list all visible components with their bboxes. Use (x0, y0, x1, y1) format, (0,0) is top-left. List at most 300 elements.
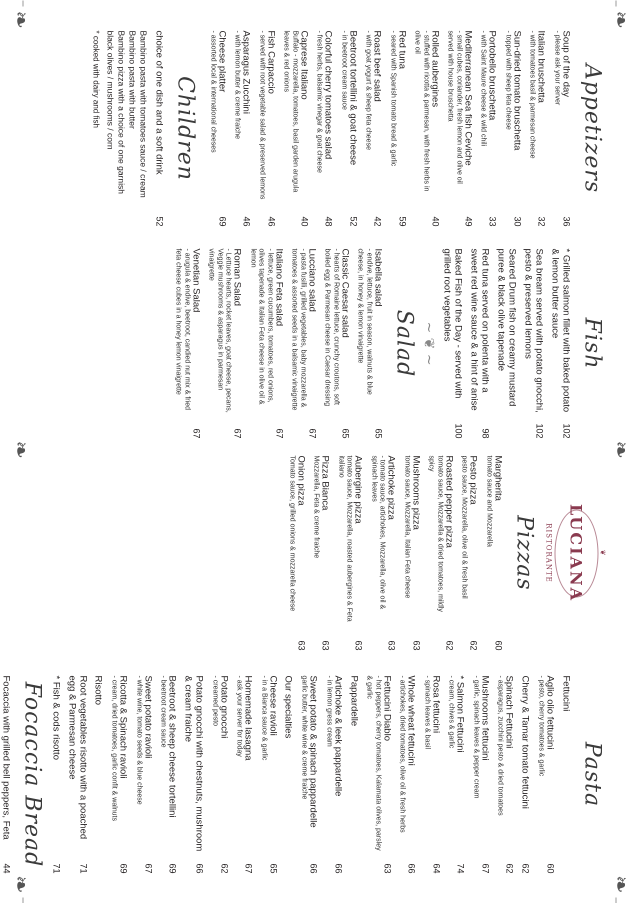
menu-item (459, 455, 479, 650)
menu-item-text (208, 30, 228, 210)
section-title-salad: Salad (391, 309, 416, 377)
logo-ornament-icon: ❦ (598, 549, 606, 556)
menu-item-text (441, 248, 463, 422)
menu-item-name: Seared Drum fish on creamy mustard puree & black olive tapenade (495, 248, 517, 406)
menu-item-description: - seared with Spanish tomato bread & garlic (389, 30, 396, 166)
menu-item-price: 44 (1, 862, 11, 873)
menu-item (50, 675, 61, 873)
menu-item-description: - beetroot cream sauce (159, 675, 167, 747)
menu-item (364, 675, 392, 873)
menu-item-price: 67 (243, 862, 254, 873)
crop-mark (22, 0, 23, 6)
menu-item-description: - white wine, tomato seeds & blue cheese (135, 675, 142, 805)
menu-item-name: Pizza Bianca (319, 455, 331, 510)
menu-item-price: 40 (299, 215, 309, 226)
menu-item-text (299, 675, 319, 857)
menu-item-name: Mushrooms pizza (410, 455, 421, 530)
list-item: Bambino pasta with tomatoes sauce / cream (138, 30, 149, 198)
menu-item-text (348, 675, 359, 857)
menu-item-text (445, 30, 473, 210)
menu-item (445, 30, 473, 226)
menu-item-text (402, 455, 422, 634)
fish-list (441, 248, 571, 438)
menu-item-name: Ricotta & Spinach ravioli (117, 675, 129, 778)
menu-item-description: - endive, lettuce, fruit in season, walnuts & blue cheese, in honey & lemon vinaigrette (356, 248, 372, 395)
menu-item-text (426, 455, 454, 634)
menu-item (322, 248, 350, 438)
menu-item-text (234, 675, 254, 857)
menu-item-text (336, 455, 364, 634)
menu-item-text (536, 675, 556, 857)
menu-item-price: 66 (194, 862, 205, 873)
menu-item-text (257, 30, 277, 210)
menu-item-name: Sweet potato & spinach pappardelle (307, 675, 319, 828)
menu-item-description: Buffalo - mozzarella, tomatoes, basil garden arugula leaves & red onions (282, 30, 298, 192)
crop-mark (615, 897, 616, 903)
menu-item-price: 63 (320, 639, 331, 650)
menu-item-name: Cheese ravioli (267, 675, 278, 736)
menu-item (206, 248, 243, 438)
menu-item (289, 248, 317, 438)
menu-item-description: - in lemon gress cream (325, 675, 332, 747)
menu-item (210, 675, 230, 873)
flourish-divider: ~ ❦ ~ (420, 320, 436, 366)
menu-item-name: Asparagus Zucchini (240, 30, 252, 114)
pizzas-list (287, 455, 504, 650)
menu-item-text (173, 248, 201, 422)
menu-item-price: 62 (219, 862, 229, 873)
column-appetizers (28, 30, 608, 226)
menu-item-text (478, 30, 498, 210)
menu-item-description: - stuffed with ricotta & parmesan, with fresh herbs in olive oil (413, 30, 429, 191)
menu-item-price: 67 (307, 427, 317, 438)
menu-item-name: Roman Salad (231, 248, 243, 306)
menu-item-description: pesto sauce, Mozzarella, olive oil & fresh basil (460, 455, 468, 599)
menu-item-text (422, 675, 442, 857)
menu-item-name: Artichoke pizza (385, 455, 397, 520)
menu-item-price: 66 (308, 862, 319, 873)
menu-item-name: Homemade lasagna (242, 675, 254, 761)
menu-item-description: - asparagus, zucchini pesto & dried tomatoes (496, 675, 504, 816)
pasta-list (299, 675, 571, 873)
menu-item-price: 66 (406, 862, 417, 873)
menu-item-price: 42 (372, 215, 383, 226)
list-item: Bambino pizza with a choice of one garnish (116, 30, 127, 194)
salad-list (173, 248, 383, 438)
menu-item-name: Aubergine pizza (352, 455, 364, 524)
menu-item-name: Rosa fettucini (430, 675, 441, 733)
menu-item-text (134, 675, 154, 857)
corner-ornament-icon: ❧ (7, 10, 32, 29)
menu-item-price: 67 (232, 427, 243, 438)
menu-item-description: - artichokes, dried tomatoes, olive oil & fresh herbs (398, 675, 406, 833)
menu-item-price: 65 (268, 862, 278, 873)
menu-item-text (484, 455, 504, 634)
menu-item-price: 69 (167, 862, 178, 873)
section-title-pasta: Pasta (579, 741, 604, 807)
menu-item-price: 33 (487, 215, 498, 226)
menu-item-description: - hot peppers, cherry tomatoes, Kalamata olives, parsley & garlic (365, 675, 381, 851)
menu-item (299, 675, 319, 873)
menu-item-name: Cheese platter (216, 30, 227, 92)
menu-item-price: 60 (493, 639, 503, 650)
menu-item-text (560, 675, 571, 857)
risotto-heading: Risotto (92, 675, 103, 705)
menu-item (134, 675, 154, 873)
menu-item-name: Pesto pizza (467, 455, 479, 505)
menu-item-name: Potato gnocchi (218, 675, 229, 738)
menu-item-name: Fettucini Diablo (381, 675, 392, 741)
menu-item-text (259, 675, 279, 857)
menu-item-description: - ask your server for today (235, 675, 243, 757)
menu-item-text (549, 248, 571, 422)
menu-item-description: - cream, chives & garlic (447, 675, 455, 748)
menu-item (471, 675, 491, 873)
menu-item-name: Rolled aubergines (429, 30, 440, 107)
risotto-list (50, 675, 88, 873)
menu-item (402, 455, 422, 650)
menu-item-text (495, 675, 515, 857)
menu-item-description: - cream, dried tomatoes, garlic confit & walnuts (110, 675, 118, 821)
menu-item-name: Caprese Italiano (298, 30, 309, 100)
menu-item (109, 675, 129, 873)
menu-item (173, 248, 201, 438)
menu-item-price: 71 (51, 862, 61, 873)
menu-item-name: Italian bruschetta (535, 30, 547, 103)
menu-item (348, 675, 359, 873)
focaccia-list (0, 675, 11, 873)
menu-item-price: 65 (373, 427, 383, 438)
logo-ring (554, 503, 598, 602)
menu-item (495, 675, 515, 873)
menu-item-name: * Salmon Fettucini (454, 675, 466, 753)
menu-item-name: Colorful cherry tomatoes salad (322, 30, 334, 159)
menu-item-price: 49 (463, 215, 473, 226)
menu-item-price: 32 (536, 215, 547, 226)
menu-item-text (324, 675, 344, 857)
menu-item-price: 46 (266, 215, 276, 226)
menu-item-name: Baked Fish of the Day - served with grilled root vegetables (441, 248, 463, 398)
menu-item-text (552, 30, 572, 210)
menu-item (549, 248, 571, 438)
menu-item-description: - spinach leaves & basil (423, 675, 430, 749)
menu-item-description: - pasta fusilli, grilled vegetables, baby mozzarella & tomatoes & assorted seeds in a balsamic vinaigrette (290, 248, 306, 410)
menu-item-text (355, 248, 383, 422)
menu-item (314, 30, 334, 226)
logo-name: LUCIANA (566, 503, 586, 602)
menu-item-name: Soup of the day (560, 30, 571, 97)
menu-item-text (397, 675, 417, 857)
menu-item-text (287, 455, 307, 634)
section-title-pizzas: Pizzas (511, 514, 536, 591)
menu-item-name: Classic Caesar salad (339, 248, 350, 338)
menu-item-price: 63 (386, 639, 397, 650)
menu-item-text (206, 248, 243, 422)
menu-item-price: 102 (561, 422, 571, 438)
menu-item-price: 62 (520, 862, 531, 873)
corner-ornament-icon: ❧ (607, 440, 632, 459)
menu-item (66, 675, 88, 873)
menu-item-text (522, 248, 544, 422)
menu-item (324, 675, 344, 873)
menu-item-description: - in beetroot cream sauce (340, 30, 347, 110)
restaurant-logo (544, 493, 606, 613)
menu-item-name: Spinach Fettucini (503, 675, 515, 748)
menu-item (426, 455, 454, 650)
menu-item-text (210, 675, 230, 857)
menu-item-description: - hearts of Romaine lettuce, crunchy croutons, soft boiled egg & Parmesan cheese in Caesar dressing (323, 248, 339, 406)
menu-item-price: 48 (323, 215, 334, 226)
menu-item-text (289, 248, 317, 422)
children-intro-text: choice of one dish and a soft drink (153, 30, 165, 175)
menu-item-description: - with lemon butter & creme fraiche (233, 30, 241, 139)
menu-item-text (471, 675, 491, 857)
menu-item-price: 74 (455, 862, 466, 873)
menu-item-description: - assorted local & international cheeses (209, 30, 216, 153)
children-intro-price: 52 (154, 215, 165, 226)
menu-item-text (388, 30, 408, 210)
menu-item-price: 66 (333, 862, 343, 873)
menu-item (527, 30, 547, 226)
menu-item-description: - lettuce, green cucumbers, tomatoes, red onions, olives tapenade & Italian Feta cheese in olive oil & lemon (249, 248, 273, 405)
menu-item (355, 248, 383, 438)
menu-item-text (158, 675, 178, 857)
menu-item-description: - please ask your server (553, 30, 560, 105)
column-pasta (0, 675, 608, 873)
section-title-fish: Fish (579, 317, 604, 369)
menu-item (158, 675, 178, 873)
menu-item-name: Pappardelle (348, 675, 359, 726)
menu-item (520, 675, 531, 873)
specialties-heading: Our specialties (282, 675, 293, 738)
menu-item-name: Cherry & Tamar tomato fettucini (519, 675, 531, 809)
menu-item-text (109, 675, 129, 857)
menu-item-name: Potato gnocchi with chestnuts, mushroom & cream fraiche (182, 675, 205, 851)
menu-item (339, 30, 359, 226)
list-item: black olives / mushrooms / corn (105, 30, 116, 150)
menu-item-price: 59 (397, 215, 407, 226)
menu-item (536, 675, 556, 873)
corner-ornament-icon: ❧ (607, 874, 632, 893)
appetizers-list (208, 30, 572, 226)
menu-item (287, 455, 307, 650)
menu-item-name: Whole wheat fettucini (405, 675, 417, 766)
menu-item-name: Focaccia with grilled bell peppers, Feta (0, 675, 11, 840)
menu-item-description: - fresh herbs, balsamic vinegar & goat cheese (315, 30, 323, 173)
menu-item-text (0, 675, 11, 857)
menu-item-name: Roast beef salad (371, 30, 383, 102)
children-note: * cooked with dairy and fish (91, 30, 101, 128)
menu-item-price: 67 (191, 427, 201, 438)
menu-item-text (248, 248, 285, 422)
corner-ornament-icon: ❧ (7, 440, 32, 459)
menu-item-text (446, 675, 466, 857)
menu-item-name: Roasted pepper pizza (443, 455, 454, 548)
menu-item (363, 30, 383, 226)
menu-item (560, 675, 571, 873)
menu-item-name: Sun-dried tomato bruschetta (511, 30, 522, 150)
menu-item-text (363, 30, 383, 210)
menu-item (422, 675, 442, 873)
menu-item-description: - garlic, spinach leaves & pepper cream (472, 675, 479, 798)
menu-item (503, 30, 523, 226)
menu-item-text (527, 30, 547, 210)
menu-item-name: Mushrooms fettucini (479, 675, 490, 761)
menu-item-text (468, 248, 490, 422)
menu-item-price: 71 (78, 862, 88, 873)
menu-item (257, 30, 277, 226)
menu-item-text (520, 675, 531, 857)
menu-item-price: 60 (545, 862, 555, 873)
menu-item-name: Isabella salad (372, 248, 383, 307)
menu-item-description: - with goat yogurt & sheep feta cheese (364, 30, 372, 150)
menu-item-price: 63 (382, 862, 392, 873)
menu-item (234, 675, 254, 873)
menu-item-price: 46 (241, 215, 252, 226)
menu-item-text (459, 455, 479, 634)
menu-item-name: Lucciano salad (306, 248, 317, 312)
menu-item (208, 30, 228, 226)
section-title-focaccia: Focaccia Bread (19, 681, 44, 867)
menu-item (412, 30, 440, 226)
menu-item-price: 102 (534, 422, 544, 438)
menu-item (0, 675, 11, 873)
menu-item-description: - served with root vegetable salad & preserved lemons (258, 30, 265, 199)
menu-item-price: 62 (468, 639, 479, 650)
menu-item (495, 248, 517, 438)
corner-ornament-icon: ❧ (607, 10, 632, 29)
menu-item-name: Sea bream served with potato gnocchi, pesto & preserved lemons (522, 248, 544, 413)
menu-item-name: Root vegetables risotto with a poached egg & Parmesan cheese (66, 675, 88, 839)
menu-item-text (311, 455, 331, 634)
menu-item (281, 30, 309, 226)
menu-item-description: tomato sauce, Mozzarella & dried tomatoes, mildly spicy (427, 455, 443, 612)
crop-mark (615, 0, 616, 6)
menu-item-description: Mozzarella, Feta & creme fraiche (312, 455, 320, 558)
children-intro (154, 30, 165, 226)
menu-item-text (412, 30, 440, 210)
menu-item-name: Red tuna (396, 30, 407, 69)
menu-item-price: 65 (340, 427, 350, 438)
menu-item-description: - with Saint Maure cheese & wild chili (479, 30, 487, 146)
menu-item-price: 30 (512, 215, 522, 226)
menu-item-name: Artichoke & leek pappardelle (332, 675, 343, 796)
menu-item-description: tomato sauce, Mozzarella, roasted aubergines & Feta italiano (337, 455, 353, 622)
menu-item-description: - Lettuce hearts, rocket leaves, goat cheese, pecans, Veggie mushrooms & asparagus in parmesan vinaigrette (207, 248, 232, 413)
menu-item (336, 455, 364, 650)
menu-item-name: Aglio olio fettucini (544, 675, 555, 749)
list-item: Bambino pasta with butter (127, 30, 138, 129)
menu-item-name: Fish Carpaccio (265, 30, 276, 94)
menu-item-description: - pesto, cherry tomatoes & garlic (537, 675, 544, 776)
menu-item-name: * Grilled salmon fillet with baked potato & lemon butter sauce (549, 248, 571, 412)
menu-item-price: 64 (431, 862, 441, 873)
menu-item-name: Italiano Feta salad (273, 248, 284, 326)
menu-item-text (503, 30, 523, 210)
section-title-appetizers: Appetizers (579, 63, 604, 193)
menu-item-description: - topped with sheep feta cheese (504, 30, 511, 130)
menu-item (183, 675, 205, 873)
menu-item-description: garlic butter, white wine & creme fraiche (300, 675, 308, 799)
menu-item-description: - small cubes, coriander, fresh lemon and olive oil served with house bruschetta (446, 30, 462, 184)
column-pizzas (28, 455, 608, 650)
menu-item-description: - arugula & endive, beetroot, candied nut mix & fried feta cheese cubes in a honey lemon vinaigrette (174, 248, 190, 410)
menu-item-name: Mediterranean Sea fish Ceviche (462, 30, 473, 166)
menu-item-text (232, 30, 252, 210)
menu-item-price: 62 (504, 862, 515, 873)
menu-item-name: Margherita (492, 455, 503, 501)
menu-item (468, 248, 490, 438)
menu-item (446, 675, 466, 873)
menu-item-price: 98 (480, 427, 490, 438)
menu-item-text (364, 675, 392, 857)
menu-item-text (369, 455, 397, 634)
menu-item-price: 67 (480, 862, 490, 873)
menu-item-price: 67 (143, 862, 153, 873)
menu-item-price: 63 (411, 639, 421, 650)
menu-item (311, 455, 331, 650)
menu-item (522, 248, 544, 438)
menu-item-price: 69 (118, 862, 129, 873)
menu-item (248, 248, 285, 438)
menu-item-name: Beetroot tortellini & goat cheese (347, 30, 358, 165)
section-title-children: Children (172, 75, 198, 181)
menu-item (478, 30, 498, 226)
menu-item-text (495, 248, 517, 422)
menu-item (484, 455, 504, 650)
logo-subtitle: RISTORANTE (544, 522, 552, 583)
menu-item-name: Beetroot & sheep cheese tortellini (166, 675, 178, 818)
menu-item (441, 248, 463, 438)
menu-item-name: Venetian Salad (190, 248, 201, 312)
specialties-list (109, 675, 278, 873)
menu-item-price: 36 (561, 215, 571, 226)
menu-item (552, 30, 572, 226)
menu-item (232, 30, 252, 226)
menu-item-name: Fettucini (560, 675, 571, 711)
menu-item-price: 40 (430, 215, 440, 226)
menu-item-description: tomato sauce, Mozzarella, Italian Feta cheese (403, 455, 410, 598)
corner-ornament-icon: ❧ (7, 874, 32, 893)
menu-item-price: 52 (348, 215, 358, 226)
menu-item-description: - creamed pesto (211, 675, 218, 726)
menu-item-price: 63 (353, 639, 364, 650)
menu-item-name: Red tuna served on polenta with a sweet red wine sauce & a hint of anise (468, 248, 490, 411)
menu-item-text (314, 30, 334, 210)
menu-item-price: 62 (444, 639, 454, 650)
menu-item-description: tomato sauce and Mozzarella (485, 455, 492, 547)
menu-item (388, 30, 408, 226)
menu-item-name: Onion pizza (295, 455, 306, 506)
column-fish-salad (28, 248, 608, 438)
menu-item-name: Sweet potato ravioli (142, 675, 153, 758)
menu-item-price: 63 (296, 639, 306, 650)
menu-item-name: * Fish & cods risotto (50, 675, 61, 760)
menu-item-text (50, 675, 61, 857)
children-list (105, 30, 149, 226)
menu-item (397, 675, 417, 873)
menu-item-price: 67 (274, 427, 284, 438)
menu-item-text (281, 30, 309, 210)
crop-mark (22, 897, 23, 903)
menu-item-text (66, 675, 88, 857)
menu-item (259, 675, 279, 873)
menu-item-description: - in a Bianca sauce & garlic (260, 675, 267, 760)
menu-item-price: 100 (453, 422, 463, 438)
menu-item-name: Portobello bruschetta (486, 30, 498, 120)
menu-item (369, 455, 397, 650)
menu-item-description: Tomato sauce, grilled onions & mozzarella cheese (288, 455, 295, 611)
